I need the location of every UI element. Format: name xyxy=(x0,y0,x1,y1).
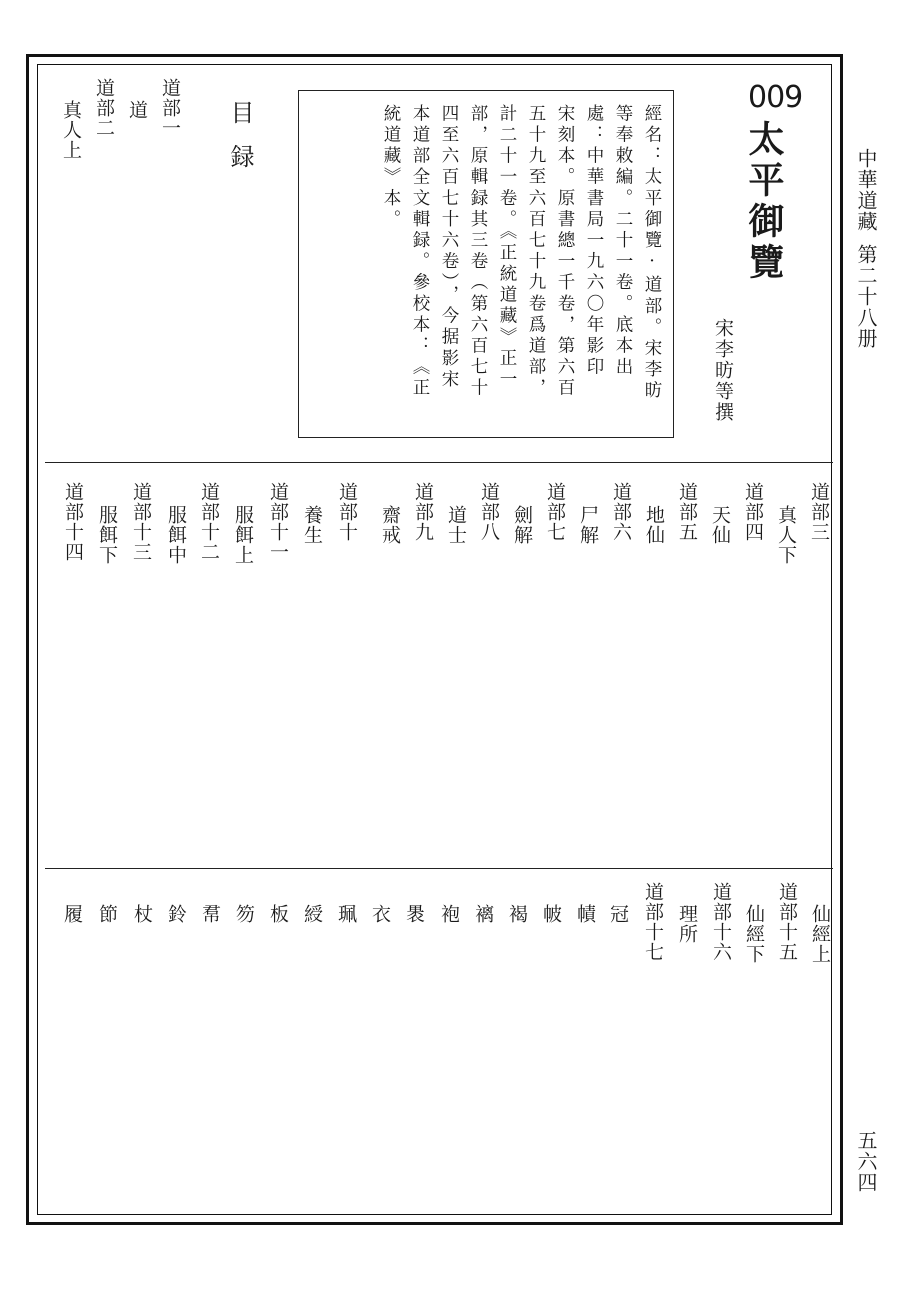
description-line: 五十九至六百七十九卷爲道部， xyxy=(526,104,546,400)
description-line: 本道部全文輯録。參校本：《正 xyxy=(410,104,430,400)
book-volume-label xyxy=(856,148,876,349)
description-line: 等奉敕編。二十一卷。底本出 xyxy=(613,104,633,379)
toc-entry: 冠 xyxy=(607,904,629,924)
author-line: 宋李昉等撰 xyxy=(712,318,734,423)
toc-entry: 衣 xyxy=(369,904,391,924)
toc-entry: 服餌下 xyxy=(96,505,118,565)
toc-entry: 鈴 xyxy=(165,904,187,924)
toc-entry: 道部七 xyxy=(544,482,566,542)
toc-entry: 道部十三 xyxy=(130,482,152,562)
toc-entry: 齋戒 xyxy=(379,505,401,545)
toc-entry: 道部六 xyxy=(610,482,632,542)
toc-entry: 道部一 xyxy=(159,78,181,138)
toc-entry: 道部十七 xyxy=(642,882,664,962)
toc-entry: 道部九 xyxy=(412,482,434,542)
toc-heading: 目録 xyxy=(226,100,254,188)
description-text xyxy=(306,104,666,434)
toc-entry: 道部十四 xyxy=(62,482,84,562)
toc-entry: 道部八 xyxy=(478,482,500,542)
book-title: 中華道藏 xyxy=(854,148,878,232)
toc-entry: 仙經上 xyxy=(809,904,831,964)
toc-entry: 杖 xyxy=(131,904,153,924)
description-line: 宋刻本。原書總一千卷，第六百 xyxy=(555,104,575,400)
toc-entry: 履 xyxy=(61,904,83,924)
toc-entry: 服餌上 xyxy=(232,505,254,565)
toc-entry: 養生 xyxy=(301,505,323,545)
toc-entry: 道部十一 xyxy=(267,482,289,562)
entry-number: 009 xyxy=(748,80,803,115)
description-line: 處：中華書局一九六〇年影印 xyxy=(584,104,604,379)
toc-entry: 服餌中 xyxy=(165,505,187,565)
section-divider xyxy=(45,462,833,463)
toc-entry: 道部十六 xyxy=(710,882,732,962)
page-number: 五六四 xyxy=(854,1130,878,1193)
toc-entry: 理所 xyxy=(676,904,698,944)
toc-entry: 真人下 xyxy=(775,505,797,565)
description-line: 統道藏》本。 xyxy=(381,104,401,231)
toc-entry: 道部二 xyxy=(93,78,115,138)
description-line: 經名：太平御覽·道部。宋李昉 xyxy=(642,104,662,402)
toc-entry: 幘 xyxy=(574,904,596,924)
toc-entry: 節 xyxy=(96,904,118,924)
toc-entry: 道部五 xyxy=(676,482,698,542)
toc-entry: 道部三 xyxy=(808,482,830,542)
toc-entry: 褁 xyxy=(403,904,425,924)
toc-entry: 道 xyxy=(126,100,148,120)
toc-entry: 道部四 xyxy=(742,482,764,542)
toc-entry: 褵 xyxy=(472,904,494,924)
toc-entry: 仙經下 xyxy=(743,904,765,964)
toc-entry: 笏 xyxy=(233,904,255,924)
toc-entry: 袍 xyxy=(438,904,460,924)
volume-label: 第二十八册 xyxy=(854,244,878,349)
toc-entry: 綬 xyxy=(301,904,323,924)
toc-entry: 板 xyxy=(267,904,289,924)
toc-entry: 帔 xyxy=(540,904,562,924)
toc-entry: 天仙 xyxy=(709,505,731,545)
toc-entry: 褐 xyxy=(506,904,528,924)
toc-entry: 帬 xyxy=(199,904,221,924)
description-line: 部，原輯録其三卷（第六百七十 xyxy=(468,104,488,400)
toc-entry: 道部十二 xyxy=(198,482,220,562)
toc-entry: 尸解 xyxy=(577,505,599,545)
description-line: 四至六百七十六卷），今据影宋 xyxy=(439,104,459,391)
toc-entry: 道部十五 xyxy=(776,882,798,962)
work-title: 太平御覽 xyxy=(743,120,785,284)
toc-entry: 地仙 xyxy=(643,505,665,545)
toc-entry: 道部十 xyxy=(336,482,358,542)
section-divider xyxy=(45,868,833,869)
toc-entry: 劍解 xyxy=(511,505,533,545)
toc-entry: 珮 xyxy=(335,904,357,924)
toc-entry: 道士 xyxy=(445,505,467,545)
description-line: 計二十一卷。《正統道藏》正一 xyxy=(497,104,517,391)
toc-entry: 真人上 xyxy=(60,100,82,160)
